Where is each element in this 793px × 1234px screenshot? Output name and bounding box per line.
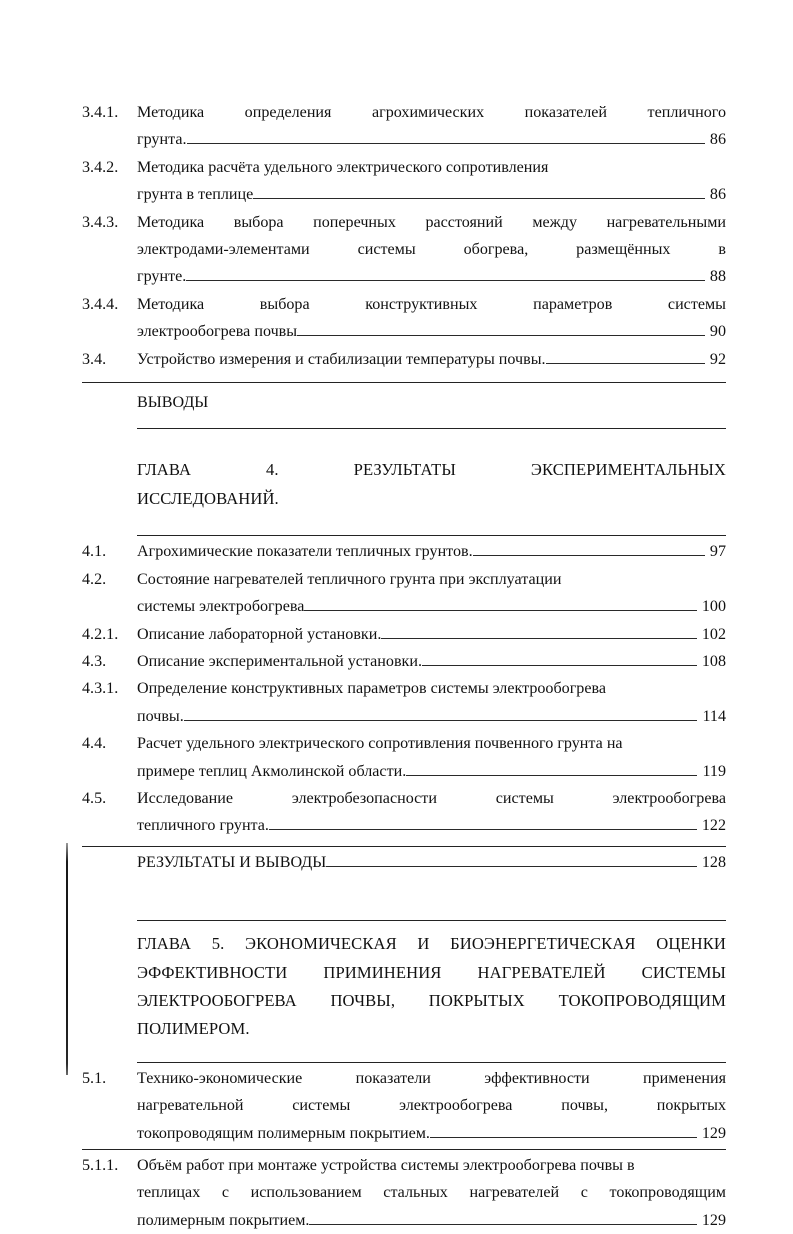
toc-leader [297,335,705,336]
toc-entry-3-4-2[interactable] [82,154,726,209]
toc-entry-number: 5.1.1. [82,1157,119,1174]
toc-entry-number: 3.4. [82,350,107,368]
toc-page-number: 108 [701,652,726,670]
toc-page-number: 97 [709,543,726,561]
spacer [82,429,726,456]
toc-entry-number: 3.4.2. [82,158,119,176]
toc-entry-4-2[interactable] [82,566,726,621]
toc-entry-lastline [137,1120,726,1147]
toc-entry-body [137,621,726,648]
toc-entry-lastline [137,621,726,648]
toc-entry-text-tail: грунте. [137,268,187,286]
toc-entry-body [137,1065,726,1147]
chapter-heading-line: ГЛАВА 5. ЭКОНОМИЧЕСКАЯ И БИОЭНЕРГЕТИЧЕСКАЯ ОЦЕНКИ [137,934,726,954]
toc-entry-text: теплицах с использованием стальных нагревателей с токопроводящим [137,1184,726,1202]
toc-entry-number: 5.1. [82,1069,107,1087]
toc-entry-number: 4.5. [82,789,107,807]
toc-content [82,99,726,1234]
toc-entry-body [137,730,726,785]
toc-leader [406,775,697,776]
toc-entry-text-tail: токопроводящим полимерным покрытием. [137,1124,430,1142]
toc-entry-text-tail: грунта в теплице [137,186,254,204]
toc-leader [546,363,705,364]
toc-entry-body [137,675,726,730]
toc-entry-vyvody[interactable]: ВЫВОДЫ [137,394,209,412]
toc-entry-body [137,538,726,565]
toc-leader [184,720,698,721]
toc-page-number: 114 [702,707,726,725]
toc-entry-lastline [137,346,726,373]
toc-entry-text-tail: Устройство измерения и стабилизации температуры почвы. [137,350,546,368]
toc-entry-lastline [137,593,726,620]
toc-entry-text: нагревательной системы электрообогрева почвы, покрытых [137,1097,726,1115]
toc-entry-number: 4.3.1. [82,680,119,698]
toc-page-number: 122 [701,817,726,835]
toc-leader [473,555,705,556]
toc-page-number: 86 [709,131,726,149]
toc-entry-body [137,99,726,154]
toc-entry-3-4-3[interactable] [82,209,726,291]
toc-page-number: 128 [701,853,726,871]
toc-entry-lastline [137,703,726,730]
toc-entry-4-4[interactable] [82,730,726,785]
toc-entry-3-4[interactable] [82,346,726,373]
toc-entry-4-3[interactable] [82,648,726,675]
toc-entry-number: 4.2. [82,570,107,588]
chapter-heading-line: ЭЛЕКТРООБОГРЕВА ПОЧВЫ, ПОКРЫТЫХ ТОКОПРОВОДЯЩИМ [137,990,726,1010]
toc-entry-body [137,785,726,840]
toc-entry-lastline [137,126,726,153]
toc-entry-text: Методика определения агрохимических показателей тепличного [137,104,726,121]
spacer [82,1044,726,1062]
toc-leader [304,610,696,611]
toc-entry-body [137,566,726,621]
toc-leader [430,1137,697,1138]
chapter-heading-line: ПОЛИМЕРОМ. [137,1019,250,1039]
chapter-heading-line: ЭФФЕКТИВНОСТИ ПРИМИНЕНИЯ НАГРЕВАТЕЛЕЙ СИСТЕМЫ [137,962,726,982]
toc-entry-body [137,648,726,675]
toc-entry-text: Определение конструктивных параметров системы электрообогрева [137,680,607,698]
toc-entry-lastline [137,812,726,839]
toc-entry-text-tail: электрообогрева почвы [137,323,298,341]
toc-entry-lastline [137,538,726,565]
toc-entry-body [137,154,726,209]
toc-entry-lastline [137,181,726,208]
toc-page-number: 88 [709,268,726,286]
toc-leader [309,1224,696,1225]
toc-entry-number: 3.4.3. [82,213,119,231]
toc-entry-text-tail: полимерным покрытием. [137,1211,310,1229]
toc-entry-results[interactable] [82,849,726,876]
toc-leader [326,866,697,867]
toc-entry-lastline [137,849,726,876]
toc-leader [381,638,696,639]
toc-page-number: 92 [709,350,726,368]
toc-entry-body [137,291,726,346]
spacer [82,876,726,920]
toc-entry-4-5[interactable] [82,785,726,840]
toc-leader [186,280,705,281]
chapter-heading-line: ИССЛЕДОВАНИЙ. [137,488,279,508]
toc-entry-body [137,1152,726,1234]
toc-leader [269,829,697,830]
chapter-heading-4[interactable] [137,456,726,513]
spacer [82,921,726,930]
toc-entry-body [137,209,726,291]
spacer [82,373,726,382]
toc-entry-body [137,346,726,373]
toc-entry-text: Методика выбора поперечных расстояний между нагревательными [137,213,726,231]
toc-page-number: 129 [701,1124,726,1142]
spacer [82,416,726,428]
spacer [82,513,726,535]
toc-entry-text-tail: тепличного грунта. [137,817,269,835]
toc-entry-4-1[interactable] [82,538,726,565]
toc-entry-lastline [137,263,726,290]
toc-entry-lastline [137,648,726,675]
toc-entry-number: 4.3. [82,652,107,670]
toc-entry-text: Методика расчёта удельного электрического сопротивления [137,158,549,176]
toc-page-number: 90 [709,323,726,341]
toc-page-number: 102 [701,625,726,643]
toc-leader [422,665,697,666]
toc-entry-lastline [137,758,726,785]
toc-page-number: 119 [702,762,726,780]
toc-page-number: 86 [709,186,726,204]
scan-artifact-streak [66,843,68,1075]
toc-entry-text: Исследование электробезопасности системы электрообогрева [137,789,726,807]
toc-entry-text: Технико-экономические показатели эффективности применения [137,1069,726,1087]
toc-entry-text-tail: системы электробогрева [137,598,305,616]
toc-entry-text-tail: почвы. [137,707,184,725]
toc-entry-3-4-1[interactable] [82,99,726,154]
toc-entry-text: Состояние нагревателей тепличного грунта при эксплуатации [137,570,562,588]
toc-entry-4-3-1[interactable] [82,675,726,730]
toc-entry-text: Методика выбора конструктивных параметров системы [137,295,726,313]
toc-entry-text-tail: грунта. [137,131,187,149]
toc-leader [187,143,705,144]
chapter-heading-5[interactable] [137,930,726,1044]
toc-entry-text: Расчет удельного электрического сопротивления почвенного грунта на [137,735,623,753]
toc-entry-number: 3.4.1. [82,104,119,121]
toc-entry-number: 3.4.4. [82,295,119,313]
toc-entry-text-tail: РЕЗУЛЬТАТЫ И ВЫВОДЫ [137,853,327,871]
toc-entry-number: 4.2.1. [82,625,119,643]
toc-entry-lastline [137,1207,726,1234]
toc-entry-text-tail: Описание лабораторной установки. [137,625,382,643]
toc-entry-text-tail: Агрохимические показатели тепличных грунтов. [137,543,473,561]
toc-entry-text: электродами-элементами системы обогрева, размещённых в [137,241,726,259]
toc-entry-number: 4.4. [82,735,107,753]
toc-entry-text-tail: примере теплиц Акмолинской области. [137,762,407,780]
toc-entry-5-1-1[interactable] [82,1152,726,1234]
toc-leader [253,198,705,199]
toc-page-number: 129 [701,1211,726,1229]
chapter-heading-line: ГЛАВА 4. РЕЗУЛЬТАТЫ ЭКСПЕРИМЕНТАЛЬНЫХ [137,460,726,480]
toc-entry-3-4-4[interactable] [82,291,726,346]
toc-page-number: 100 [701,598,726,616]
toc-entry-5-1[interactable] [82,1065,726,1147]
toc-entry-text: Объём работ при монтаже устройства системы электрообогрева почвы в [137,1157,635,1174]
toc-entry-body [137,849,726,876]
toc-entry-lastline [137,318,726,345]
toc-entry-4-2-1[interactable] [82,621,726,648]
toc-entry-number: 4.1. [82,543,107,561]
toc-entry-text-tail: Описание экспериментальной установки. [137,652,423,670]
